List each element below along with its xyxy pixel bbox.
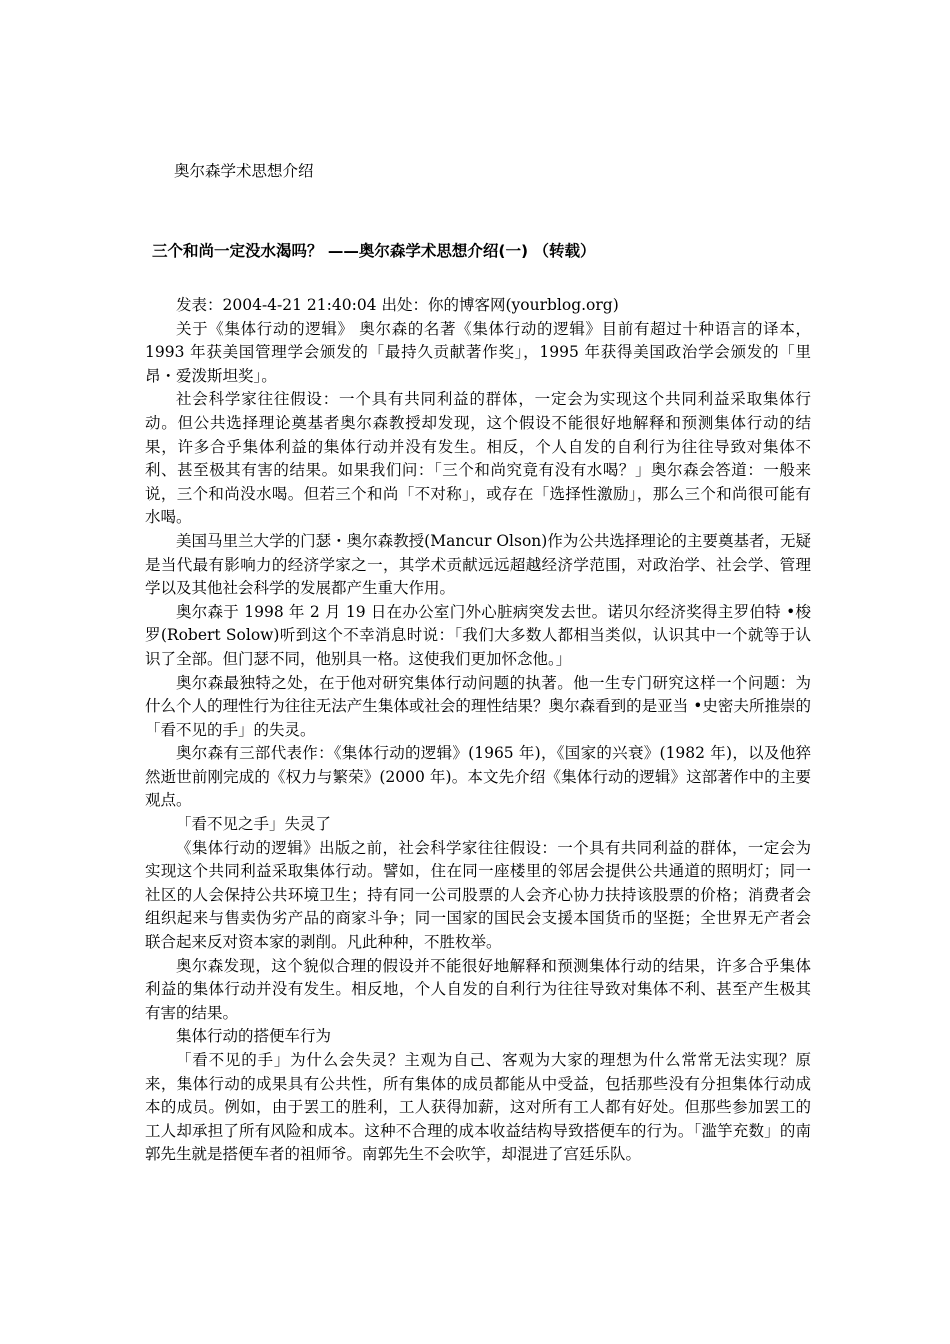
- section-heading: 集体行动的搭便车行为: [176, 1027, 332, 1046]
- paragraph: 奥尔森有三部代表作：《集体行动的逻辑》(1965 年)，《国家的兴衰》(1982 年)，以及他猝然逝世前刚完成的《权力与繁荣》(2000 年)。本文先介绍《集体行动的逻辑》这部著作中的主要观点。: [145, 744, 811, 810]
- paragraph: 奥尔森发现，这个貌似合理的假设并不能很好地解释和预测集体行动的结果，许多合乎集体利益的集体行动并没有发生。相反地，个人自发的自利行为往往导致对集体不利、甚至产生极其有害的结果。: [145, 956, 811, 1022]
- paragraph: 奥尔森最独特之处，在于他对研究集体行动问题的执著。他一生专门研究这样一个问题：为什么个人的理性行为往往无法产生集体或社会的理性结果？奥尔森看到的是亚当 •史密夫所推崇的「看不见的手」的失灵。: [145, 673, 811, 739]
- paragraph: 《集体行动的逻辑》出版之前，社会科学家往往假设：一个具有共同利益的群体，一定会为实现这个共同利益采取集体行动。譬如，住在同一座楼里的邻居会提供公共通道的照明灯；同一社区的人会保持公共环境卫生；持有同一公司股票的人会齐心协力扶持该股票的价格；消费者会组织起来与售卖伪劣产品的商家斗争；同一国家的国民会支援本国货币的坚挺；全世界无产者会联合起来反对资本家的剥削。凡此种种，不胜枚举。: [145, 838, 811, 952]
- article-meta: 发表：2004-4-21 21:40:04 出处：你的博客网(yourblog.org): [176, 296, 619, 314]
- section-heading: 「看不见之手」失灵了: [176, 815, 332, 834]
- paragraph: 社会科学家往往假设：一个具有共同利益的群体，一定会为实现这个共同利益采取集体行动。但公共选择理论奠基者奥尔森教授却发现，这个假设不能很好地解释和预测集体行动的结果，许多合乎集体利益的集体行动并没有发生。相反，个人自发的自利行为往往导致对集体不利、甚至极其有害的结果。如果我们问：「三个和尚究竟有没有水喝？」奥尔森会答道：一般来说，三个和尚没水喝。但若三个和尚「不对称」，或存在「选择性激励」，那么三个和尚很可能有水喝。: [145, 390, 811, 527]
- paragraph: 「看不见的手」为什么会失灵？主观为自己、客观为大家的理想为什么常常无法实现？原来，集体行动的成果具有公共性，所有集体的成员都能从中受益，包括那些没有分担集体行动成本的成员。例如，由于罢工的胜利，工人获得加薪，这对所有工人都有好处。但那些参加罢工的工人却承担了所有风险和成本。这种不合理的成本收益结构导致搭便车的行为。「滥竽充数」的南郭先生就是搭便车者的祖师爷。南郭先生不会吹竽，却混进了宫廷乐队。: [145, 1051, 811, 1164]
- article-title: 三个和尚一定没水渴吗？ ——奥尔森学术思想介绍(一) （转载）: [152, 242, 596, 260]
- article-body: [145, 294, 811, 1167]
- paragraph: 奥尔森于 1998 年 2 月 19 日在办公室门外心脏病突发去世。诺贝尔经济奖得主罗伯特 •梭罗(Robert Solow)听到这个不幸消息时说：「我们大多数人都相当类似，认识其中一个就等于认识了全部。但门瑟不同，他别具一格。这使我们更加怀念他。」: [145, 602, 811, 668]
- document-header-title: 奥尔森学术思想介绍: [174, 162, 314, 180]
- paragraph: 关于《集体行动的逻辑》 奥尔森的名著《集体行动的逻辑》目前有超过十种语言的译本， 1993 年获美国管理学会颁发的「最持久贡献著作奖」，1995 年获得美国政治学会颁发的「里昂・爱泼斯坦奖」。: [145, 319, 811, 385]
- paragraph: 美国马里兰大学的门瑟・奥尔森教授(Mancur Olson)作为公共选择理论的主要奠基者，无疑是当代最有影响力的经济学家之一，其学术贡献远远超越经济学范围，对政治学、社会学、管理学以及其他社会科学的发展都产生重大作用。: [145, 531, 811, 598]
